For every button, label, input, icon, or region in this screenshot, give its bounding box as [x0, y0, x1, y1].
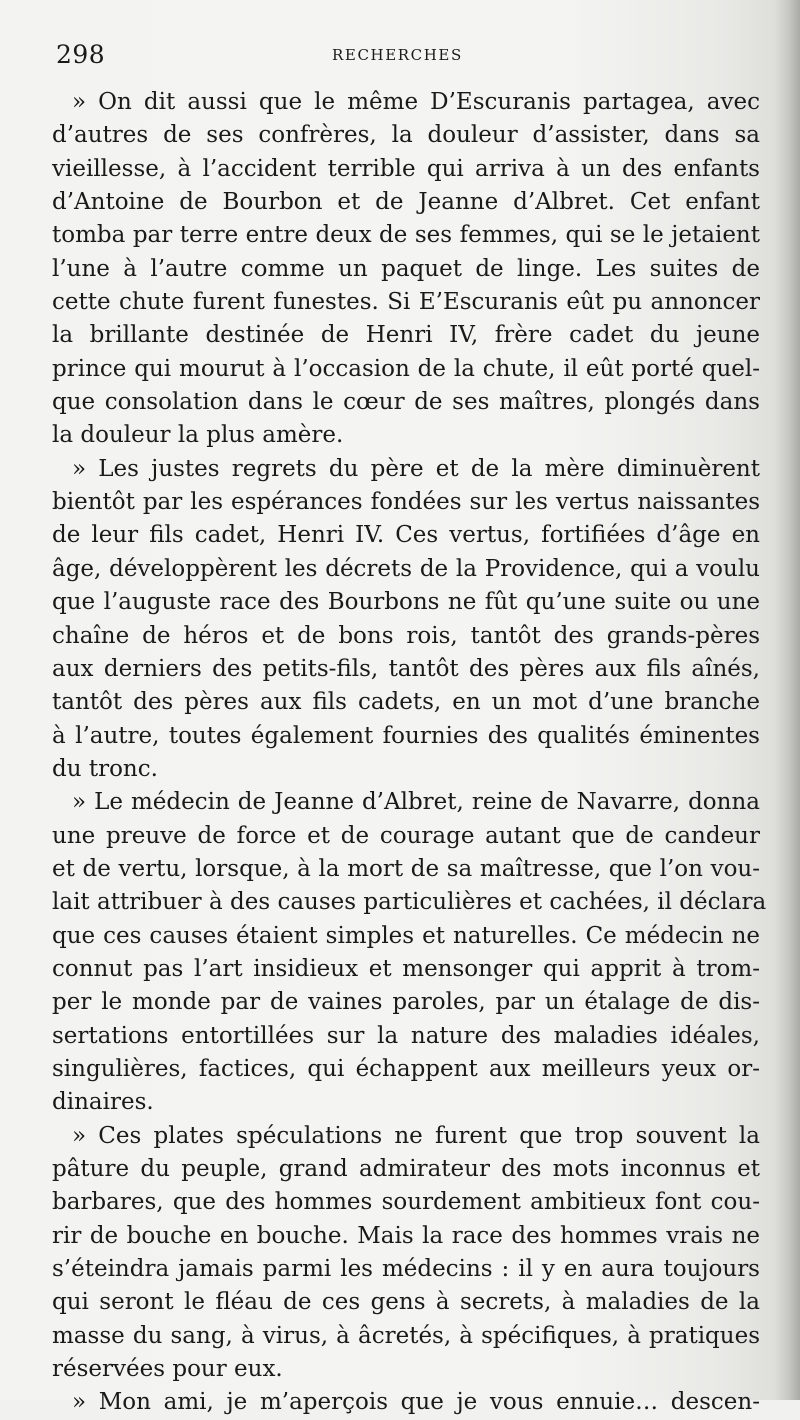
text-line: une preuve de force et de courage autant que de candeur — [52, 822, 760, 849]
text-line: » Mon ami, je m’aperçois que je vous ennuie… descen- — [72, 1389, 760, 1416]
text-line: singulières, factices, qui échappent aux meilleurs yeux or- — [52, 1055, 760, 1082]
text-line: d’Antoine de Bourbon et de Jeanne d’Albret. Cet enfant — [52, 189, 760, 216]
page-edge-shadow — [774, 0, 800, 1400]
text-line: » Ces plates spéculations ne furent que trop souvent la — [72, 1122, 760, 1149]
text-line: barbares, que des hommes sourdement ambitieux font cou- — [52, 1189, 760, 1216]
text-line: tantôt des pères aux fils cadets, en un mot d’une branche — [52, 689, 760, 716]
text-line: l’une à l’autre comme un paquet de linge. Les suites de — [52, 255, 760, 282]
text-line: pâture du peuple, grand admirateur des mots inconnus et — [52, 1156, 760, 1182]
text-line: masse du sang, à virus, à âcretés, à spécifiques, à pratiques — [52, 1322, 760, 1349]
text-line: que ces causes étaient simples et naturelles. Ce médecin ne — [52, 922, 760, 949]
text-line: qui seront le fléau de ces gens à secrets, à maladies de la — [52, 1289, 760, 1316]
text-line: prince qui mourut à l’occasion de la chute, il eût porté quel- — [52, 355, 760, 382]
text-line: vieillesse, à l’accident terrible qui arriva à un des enfants — [52, 155, 760, 182]
text-line: cette chute furent funestes. Si E’Escuranis eût pu annoncer — [52, 289, 760, 316]
text-line: aux derniers des petits-fils, tantôt des pères aux fils aînés, — [52, 655, 760, 682]
text-line: âge, développèrent les décrets de la Providence, qui a voulu — [52, 555, 760, 582]
text-line: bientôt par les espérances fondées sur les vertus naissantes — [52, 489, 760, 516]
text-line: d’autres de ses confrères, la douleur d’assister, dans sa — [52, 122, 760, 149]
text-line: per le monde par de vaines paroles, par un étalage de dis- — [52, 989, 760, 1016]
running-head — [56, 40, 756, 74]
text-line: que l’auguste race des Bourbons ne fût qu’une suite ou une — [52, 589, 760, 616]
text-line: » On dit aussi que le même D’Escuranis partagea, avec — [72, 89, 760, 115]
text-line: » Le médecin de Jeanne d’Albret, reine de Navarre, donna — [72, 789, 760, 816]
body-text — [52, 86, 767, 1420]
text-line: réservées pour eux. — [52, 1356, 283, 1383]
text-line: à l’autre, toutes également fournies des qualités éminentes — [52, 722, 760, 749]
text-line: la douleur la plus amère. — [52, 422, 344, 449]
text-line: dinaires. — [52, 1089, 154, 1116]
text-line: que consolation dans le cœur de ses maîtres, plongés dans — [52, 389, 760, 416]
text-line: sertations entortillées sur la nature des maladies idéales, — [52, 1022, 760, 1049]
text-line: de leur fils cadet, Henri IV. Ces vertus, fortifiées d’âge en — [52, 522, 760, 549]
running-title: RECHERCHES — [332, 46, 463, 64]
text-line: la brillante destinée de Henri IV, frère cadet du jeune — [52, 322, 760, 349]
text-line: et de vertu, lorsque, à la mort de sa maîtresse, que l’on vou- — [52, 855, 760, 882]
page-number: 298 — [56, 40, 106, 69]
text-line: rir de bouche en bouche. Mais la race des hommes vrais ne — [52, 1222, 760, 1249]
text-line: » Les justes regrets du père et de la mère diminuèrent — [72, 455, 760, 482]
text-line: s’éteindra jamais parmi les médecins : il y en aura toujours — [52, 1256, 760, 1283]
text-line: connut pas l’art insidieux et mensonger qui apprit à trom- — [52, 955, 760, 982]
text-line: lait attribuer à des causes particulières et cachées, il déclara — [52, 889, 767, 916]
text-line: chaîne de héros et de bons rois, tantôt des grands-pères — [52, 622, 760, 649]
text-line: tomba par terre entre deux de ses femmes, qui se le jetaient — [52, 222, 760, 249]
text-line: du tronc. — [52, 755, 158, 782]
